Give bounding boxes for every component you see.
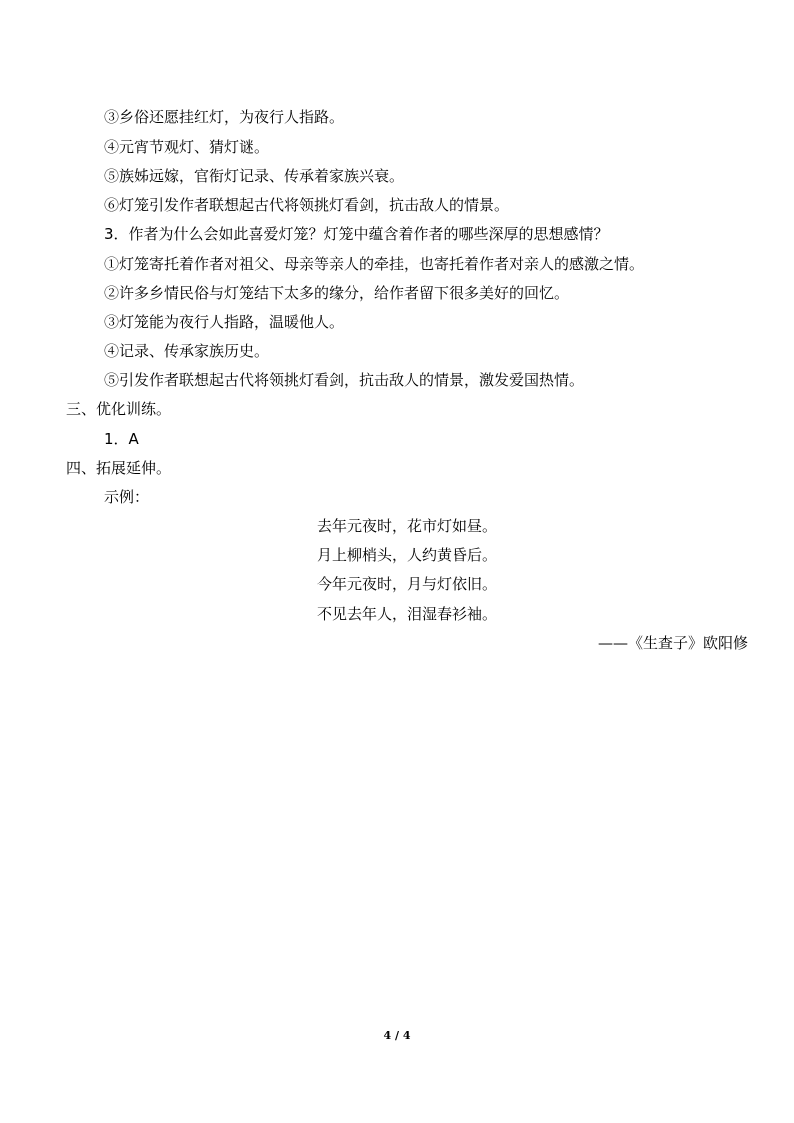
q2-answer-6: ⑥灯笼引发作者联想起古代将领挑灯看剑，抗击敌人的情景。 — [104, 196, 510, 214]
section-heading-4: 四、拓展延伸。 — [66, 459, 172, 477]
q3-answer-1: ①灯笼寄托着作者对祖父、母亲等亲人的牵挂，也寄托着作者对亲人的感激之情。 — [104, 255, 645, 273]
q2-answer-4: ④元宵节观灯、猜灯谜。 — [104, 138, 270, 156]
q3-question: 3．作者为什么会如此喜爱灯笼？灯笼中蕴含着作者的哪些深厚的思想感情？ — [104, 225, 609, 243]
poem-line-4: 不见去年人，泪湿春衫袖。 — [317, 605, 498, 623]
page-number: 4 / 4 — [383, 1029, 411, 1042]
section-heading-3: 三、优化训练。 — [66, 400, 172, 418]
poem-source: ——《生查子》欧阳修 — [597, 634, 748, 652]
q3-answer-4: ④记录、传承家族历史。 — [104, 342, 270, 360]
part3-answer: 1．A — [104, 430, 139, 448]
poem-line-2: 月上柳梢头，人约黄昏后。 — [317, 546, 498, 564]
q3-answer-5: ⑤引发作者联想起古代将领挑灯看剑，抗击敌人的情景，激发爱国热情。 — [104, 371, 585, 389]
q3-answer-2: ②许多乡情民俗与灯笼结下太多的缘分，给作者留下很多美好的回忆。 — [104, 284, 570, 302]
q2-answer-3: ③乡俗还愿挂红灯，为夜行人指路。 — [104, 108, 345, 126]
example-label: 示例： — [104, 488, 150, 506]
q2-answer-5: ⑤族姊远嫁，官衔灯记录、传承着家族兴衰。 — [104, 167, 405, 185]
poem-line-3: 今年元夜时，月与灯依旧。 — [317, 575, 498, 593]
q3-answer-3: ③灯笼能为夜行人指路，温暖他人。 — [104, 313, 345, 331]
poem-line-1: 去年元夜时，花市灯如昼。 — [317, 517, 498, 535]
